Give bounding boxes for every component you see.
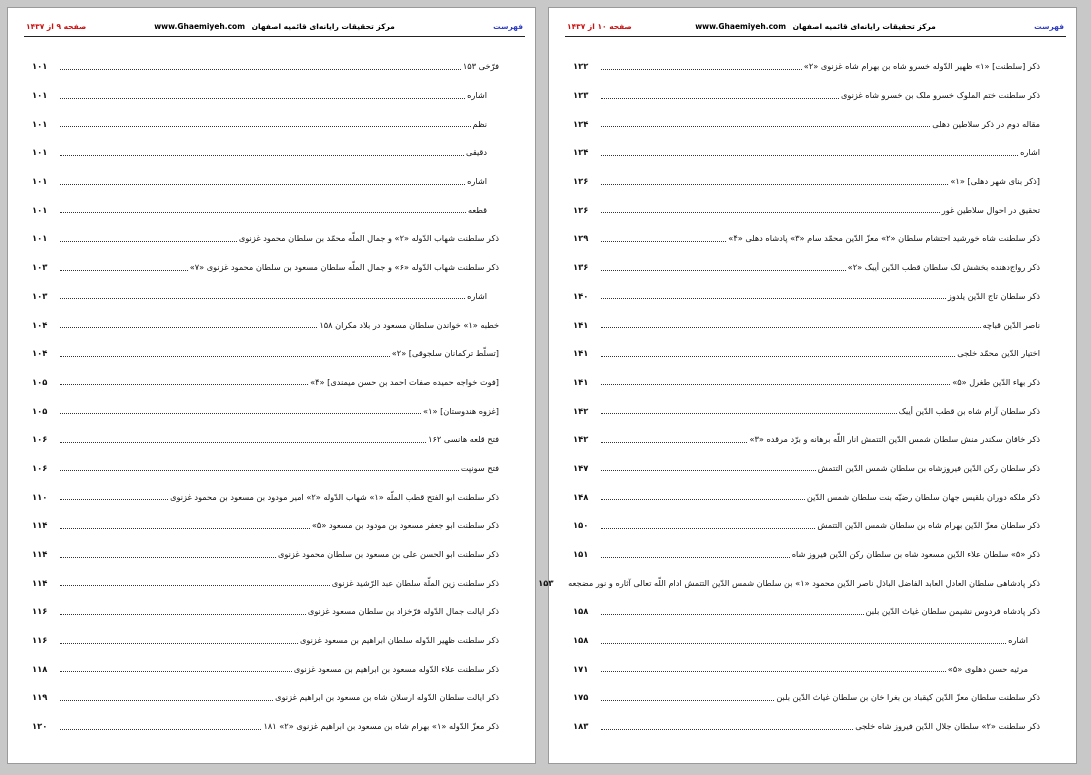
toc-entry[interactable] bbox=[32, 138, 499, 167]
toc-entry[interactable] bbox=[32, 654, 499, 683]
header-center-title: مرکز تحقیقات رایانه‌ای قائمیه اصفهان bbox=[251, 22, 395, 31]
dot-leader bbox=[60, 470, 459, 471]
toc-entry-title: ذکر پادشاهی سلطان العادل العابد الفاضل الباذل ناصر الدّین محمود «۱» بن سلطان شمس الدّین التتمش ادام اللّه تعالی آثاره و نور مضجعه bbox=[568, 577, 1040, 588]
dot-leader bbox=[601, 729, 853, 730]
toc-entry[interactable] bbox=[32, 454, 499, 483]
header-center-title: مرکز تحقیقات رایانه‌ای قائمیه اصفهان bbox=[792, 22, 936, 31]
toc-entry-title: اشاره bbox=[1008, 635, 1028, 646]
toc-entry-title: ذکر معزّ الدّوله «۱» بهرام شاه بن مسعود بن ابراهیم غزنوی «۲» ۱۸۱ bbox=[263, 721, 499, 732]
dot-leader bbox=[601, 671, 946, 672]
toc-entry-title: ذکر سلطان معزّ الدّین بهرام شاه بن سلطان شمس الدّین التتمش bbox=[817, 520, 1040, 531]
toc-entry-title: ذکر [سلطنت] «۱» ظهیر الدّوله خسرو شاه بن بهرام شاه غزنوی «۲» bbox=[803, 61, 1040, 72]
dot-leader bbox=[601, 98, 839, 99]
toc-entry[interactable] bbox=[32, 224, 499, 253]
toc-entry-title: اشاره bbox=[467, 176, 487, 187]
dot-leader bbox=[601, 413, 897, 414]
dot-leader bbox=[601, 470, 816, 471]
dot-leader bbox=[601, 241, 726, 242]
header-page-number: صفحه ۱۰ از ۱۴۳۷ bbox=[567, 22, 632, 31]
header-toc-label: فهرست bbox=[493, 22, 523, 31]
toc-entry-title: ذکر سلطنت علاء الدّوله مسعود بن ابراهیم بن مسعود غزنوی bbox=[293, 663, 499, 674]
toc-entry-page: ۱۰۵ bbox=[32, 376, 48, 387]
toc-entry-page: ۱۵۸ bbox=[573, 606, 589, 617]
toc-entry-title: اشاره bbox=[1020, 147, 1040, 158]
dot-leader bbox=[60, 212, 466, 213]
toc-entry-title: ذکر بهاء الدّین طغرل «۵» bbox=[952, 376, 1040, 387]
toc-entry[interactable] bbox=[573, 454, 1040, 483]
toc-entry-title: ذکر سلطنت «۲» سلطان جلال الدّین فیروز شاه خلجی bbox=[855, 721, 1040, 732]
toc-entry-title: ذکر سلطنت سلطان معزّ الدّین کیقباد بن بغرا خان بن سلطان غیاث الدّین بلبن bbox=[776, 692, 1040, 703]
toc-entry-page: ۱۰۳ bbox=[32, 262, 48, 273]
toc-entry[interactable] bbox=[573, 52, 1040, 81]
dot-leader bbox=[60, 126, 471, 127]
dot-leader bbox=[601, 69, 802, 70]
toc-list bbox=[32, 52, 499, 741]
toc-entry[interactable] bbox=[32, 167, 499, 196]
toc-entry-page: ۱۷۵ bbox=[573, 692, 589, 703]
toc-entry-title: ذکر سلطنت ابو الفتح قطب الملّه «۱» شهاب الدّوله «۲» امیر مودود بن مسعود بن محمود غزنوی bbox=[170, 491, 499, 502]
toc-entry-title: ذکر سلطنت شهاب الدّوله «۲» و جمال الملّه محمّد بن سلطان محمود غزنوی bbox=[238, 233, 499, 244]
toc-entry[interactable] bbox=[32, 52, 499, 81]
toc-entry-title: ذکر سلطنت شهاب الدّوله «۶» و جمال الملّه سلطان مسعود بن سلطان محمود غزنوی «۷» bbox=[189, 262, 499, 273]
dot-leader bbox=[601, 126, 930, 127]
dot-leader bbox=[60, 98, 465, 99]
toc-entry-page: ۱۱۴ bbox=[32, 549, 48, 560]
toc-entry-page: ۱۳۶ bbox=[573, 262, 589, 273]
toc-entry-title: اشاره bbox=[467, 90, 487, 101]
dot-leader bbox=[60, 413, 421, 414]
toc-entry[interactable] bbox=[32, 253, 499, 282]
toc-entry[interactable] bbox=[573, 626, 1040, 655]
toc-entry-title: ذکر سلطنت شاه خورشید احتشام سلطان «۲» معزّ الدّین محمّد سام «۳» پادشاه دهلی «۴» bbox=[728, 233, 1040, 244]
dot-leader bbox=[60, 614, 306, 615]
toc-entry[interactable] bbox=[32, 597, 499, 626]
dot-leader bbox=[60, 327, 317, 328]
toc-entry[interactable] bbox=[32, 540, 499, 569]
toc-entry[interactable] bbox=[538, 568, 1040, 597]
toc-entry-page: ۱۱۹ bbox=[32, 692, 48, 703]
toc-entry-title: ذکر سلطان تاج الدّین یلدوز bbox=[947, 290, 1040, 301]
toc-entry-title: خطبه «۱» خواندن سلطان مسعود در بلاد مکران ۱۵۸ bbox=[319, 319, 499, 330]
dot-leader bbox=[601, 700, 774, 701]
toc-entry-title: اختیار الدّین محمّد خلجی bbox=[957, 348, 1040, 359]
toc-entry-page: ۱۰۵ bbox=[32, 405, 48, 416]
toc-entry[interactable] bbox=[32, 81, 499, 110]
toc-entry[interactable] bbox=[573, 138, 1040, 167]
dot-leader bbox=[601, 212, 940, 213]
toc-list bbox=[538, 52, 1040, 741]
dot-leader bbox=[601, 356, 955, 357]
toc-entry[interactable] bbox=[573, 253, 1040, 282]
document-page-left bbox=[7, 7, 536, 764]
toc-entry[interactable] bbox=[573, 425, 1040, 454]
header-site-url: www.Ghaemiyeh.com bbox=[695, 22, 787, 31]
toc-entry-page: ۱۴۲ bbox=[573, 434, 589, 445]
toc-entry[interactable] bbox=[32, 109, 499, 138]
toc-entry-page: ۱۱۴ bbox=[32, 577, 48, 588]
toc-entry[interactable] bbox=[32, 683, 499, 712]
toc-entry-title: مقاله دوم در ذکر سلاطین دهلی bbox=[932, 118, 1040, 129]
toc-entry-title: ذکر ایالت جمال الدّوله فرّخزاد بن سلطان مسعود غزنوی bbox=[307, 606, 499, 617]
toc-entry-page: ۱۴۸ bbox=[573, 491, 589, 502]
toc-entry-page: ۱۱۶ bbox=[32, 606, 48, 617]
toc-entry-page: ۱۲۳ bbox=[573, 90, 589, 101]
dot-leader bbox=[60, 585, 330, 586]
toc-entry-title: قطعه bbox=[468, 204, 487, 215]
dot-leader bbox=[601, 184, 948, 185]
toc-entry[interactable] bbox=[573, 282, 1040, 311]
toc-entry-title: دقیقی bbox=[466, 147, 487, 158]
toc-entry[interactable] bbox=[573, 597, 1040, 626]
toc-entry[interactable] bbox=[32, 482, 499, 511]
dot-leader bbox=[60, 241, 237, 242]
toc-entry-title: فتح قلعه هانسی ۱۶۲ bbox=[428, 434, 499, 445]
toc-entry-title: [فوت خواجه حمیده صفات احمد بن حسن میمندی] «۴» bbox=[310, 376, 499, 387]
dot-leader bbox=[60, 729, 261, 730]
toc-entry-page: ۱۰۱ bbox=[32, 90, 48, 101]
toc-entry-page: ۱۱۸ bbox=[32, 663, 48, 674]
dot-leader bbox=[601, 442, 747, 443]
dot-leader bbox=[601, 155, 1018, 156]
dot-leader bbox=[60, 671, 292, 672]
toc-entry-page: ۱۰۶ bbox=[32, 462, 48, 473]
toc-entry-page: ۱۷۱ bbox=[573, 663, 589, 674]
toc-entry-page: ۱۰۳ bbox=[32, 290, 48, 301]
page-header bbox=[565, 18, 1066, 37]
toc-entry[interactable] bbox=[32, 282, 499, 311]
toc-entry-title: ذکر سلطان رکن الدّین فیروزشاه بن سلطان شمس الدّین التتمش bbox=[817, 462, 1040, 473]
toc-entry[interactable] bbox=[573, 683, 1040, 712]
toc-entry-page: ۱۰۱ bbox=[32, 61, 48, 72]
toc-entry-page: ۱۰۱ bbox=[32, 118, 48, 129]
dot-leader bbox=[601, 327, 981, 328]
dot-leader bbox=[60, 643, 298, 644]
toc-entry[interactable] bbox=[32, 396, 499, 425]
header-site-url: www.Ghaemiyeh.com bbox=[154, 22, 246, 31]
toc-entry[interactable] bbox=[573, 654, 1040, 683]
toc-entry-title: نظم bbox=[472, 118, 487, 129]
dot-leader bbox=[60, 155, 464, 156]
toc-entry[interactable] bbox=[32, 568, 499, 597]
dot-leader bbox=[60, 557, 276, 558]
header-toc-label: فهرست bbox=[1034, 22, 1064, 31]
dot-leader bbox=[60, 499, 168, 500]
header-center bbox=[565, 22, 1066, 31]
toc-entry[interactable] bbox=[573, 396, 1040, 425]
toc-entry-title: ذکر سلطنت ختم الملوک خسرو ملک بن خسرو شاه غزنوی bbox=[840, 90, 1040, 101]
dot-leader bbox=[601, 384, 950, 385]
header-center bbox=[24, 22, 525, 31]
toc-entry-page: ۱۱۰ bbox=[32, 491, 48, 502]
page-header bbox=[24, 18, 525, 37]
toc-entry-title: مرثیه حسن دهلوی «۵» bbox=[947, 663, 1028, 674]
dot-leader bbox=[601, 270, 846, 271]
dot-leader bbox=[601, 528, 815, 529]
toc-entry-page: ۱۲۹ bbox=[573, 233, 589, 244]
toc-entry-page: ۱۰۱ bbox=[32, 176, 48, 187]
dot-leader bbox=[601, 643, 1006, 644]
toc-entry-title: ذکر سلطنت زین الملّة سلطان عبد الرّشید غزنوی bbox=[331, 577, 499, 588]
toc-entry-page: ۱۵۸ bbox=[573, 635, 589, 646]
toc-entry-title: ذکر سلطنت ظهیر الدّوله سلطان ابراهیم بن مسعود غزنوی bbox=[300, 635, 499, 646]
toc-entry-page: ۱۲۶ bbox=[573, 176, 589, 187]
toc-entry-page: ۱۰۶ bbox=[32, 434, 48, 445]
dot-leader bbox=[601, 557, 790, 558]
toc-entry-page: ۱۲۴ bbox=[573, 147, 589, 158]
toc-entry-title: فتح سونپت bbox=[460, 462, 499, 473]
toc-entry-page: ۱۴۷ bbox=[573, 462, 589, 473]
toc-entry[interactable] bbox=[573, 109, 1040, 138]
toc-entry-page: ۱۱۴ bbox=[32, 520, 48, 531]
toc-entry-page: ۱۰۱ bbox=[32, 233, 48, 244]
toc-entry-page: ۱۴۱ bbox=[573, 319, 589, 330]
toc-entry-page: ۱۴۱ bbox=[573, 348, 589, 359]
dot-leader bbox=[60, 356, 390, 357]
dot-leader bbox=[601, 614, 864, 615]
toc-entry-title: ذکر خاقان سکندر منش سلطان شمس الدّین التتمش انار اللّه برهانه و برّد مرقده «۳» bbox=[749, 434, 1040, 445]
toc-entry-title: ناصر الدّین قباچه bbox=[982, 319, 1040, 330]
dot-leader bbox=[60, 184, 465, 185]
document-page-right bbox=[538, 7, 1077, 764]
toc-entry-page: ۱۲۲ bbox=[573, 61, 589, 72]
toc-entry[interactable] bbox=[32, 626, 499, 655]
toc-entry[interactable] bbox=[32, 310, 499, 339]
toc-entry-page: ۱۴۱ bbox=[573, 376, 589, 387]
toc-entry-title: ذکر سلطان آرام شاه بن قطب الدّین أیبک bbox=[898, 405, 1040, 416]
toc-entry-page: ۱۱۶ bbox=[32, 635, 48, 646]
toc-entry-page: ۱۵۱ bbox=[573, 549, 589, 560]
toc-entry[interactable] bbox=[573, 310, 1040, 339]
toc-entry[interactable] bbox=[573, 368, 1040, 397]
toc-entry[interactable] bbox=[573, 712, 1040, 741]
toc-entry[interactable] bbox=[573, 511, 1040, 540]
toc-entry-page: ۱۸۳ bbox=[573, 721, 589, 732]
toc-entry-page: ۱۲۶ bbox=[573, 204, 589, 215]
toc-entry-page: ۱۰۴ bbox=[32, 348, 48, 359]
dot-leader bbox=[60, 700, 273, 701]
toc-entry-title: اشاره bbox=[467, 290, 487, 301]
toc-entry-title: ذکر سلطنت ابو الحسن علی بن مسعود بن سلطان محمود غزنوی bbox=[277, 549, 499, 560]
toc-entry-page: ۱۰۴ bbox=[32, 319, 48, 330]
toc-entry-page: ۱۰۱ bbox=[32, 204, 48, 215]
toc-entry-page: ۱۵۰ bbox=[573, 520, 589, 531]
toc-entry[interactable] bbox=[573, 339, 1040, 368]
dot-leader bbox=[60, 270, 188, 271]
header-page-number: صفحه ۹ از ۱۴۳۷ bbox=[26, 22, 87, 31]
toc-entry-title: ذکر «۵» سلطان علاء الدّین مسعود شاه بن سلطان رکن الدّین فیروز شاه bbox=[791, 549, 1040, 560]
toc-entry-title: فرّخی ۱۵۳ bbox=[462, 61, 499, 72]
dot-leader bbox=[601, 298, 946, 299]
toc-entry[interactable] bbox=[32, 368, 499, 397]
toc-entry[interactable] bbox=[573, 482, 1040, 511]
toc-entry[interactable] bbox=[573, 195, 1040, 224]
toc-entry-title: ذکر رواج‌دهنده بخشش لک سلطان قطب الدّین أیبک «۲» bbox=[847, 262, 1040, 273]
toc-entry-page: ۱۴۲ bbox=[573, 405, 589, 416]
toc-entry[interactable] bbox=[573, 81, 1040, 110]
toc-entry-title: ذکر پادشاه فردوس نشیمن سلطان غیاث الدّین بلبن bbox=[865, 606, 1040, 617]
toc-entry-page: ۱۰۱ bbox=[32, 147, 48, 158]
toc-entry[interactable] bbox=[32, 425, 499, 454]
toc-entry[interactable] bbox=[573, 167, 1040, 196]
toc-entry[interactable] bbox=[32, 339, 499, 368]
toc-entry[interactable] bbox=[32, 195, 499, 224]
dot-leader bbox=[601, 499, 805, 500]
toc-entry[interactable] bbox=[573, 540, 1040, 569]
toc-entry-title: [ذکر بنای شهر دهلی] «۱» bbox=[950, 176, 1040, 187]
toc-entry[interactable] bbox=[32, 511, 499, 540]
toc-entry-title: ذکر ایالت سلطان الدّوله ارسلان شاه بن مسعود بن ابراهیم غزنوی bbox=[275, 692, 499, 703]
toc-entry-title: تحقیق در احوال سلاطین غور bbox=[941, 204, 1040, 215]
toc-entry-title: ذکر ملکه دوران بلقیس جهان سلطان رضیّه بنت سلطان شمس الدّین bbox=[806, 491, 1040, 502]
dot-leader bbox=[60, 528, 310, 529]
toc-entry[interactable] bbox=[573, 224, 1040, 253]
toc-entry[interactable] bbox=[32, 712, 499, 741]
toc-entry-title: ذکر سلطنت ابو جعفر مسعود بن مودود بن مسعود «۵» bbox=[311, 520, 499, 531]
toc-entry-page: ۱۲۰ bbox=[32, 721, 48, 732]
dot-leader bbox=[60, 69, 461, 70]
toc-entry-title: [تسلّط ترکمانان سلجوقی] «۲» bbox=[391, 348, 499, 359]
toc-entry-page: ۱۴۰ bbox=[573, 290, 589, 301]
toc-entry-page: ۱۲۴ bbox=[573, 118, 589, 129]
dot-leader bbox=[60, 384, 308, 385]
toc-entry-title: [غزوه هندوستان] «۱» bbox=[423, 405, 499, 416]
dot-leader bbox=[60, 442, 426, 443]
dot-leader bbox=[60, 298, 465, 299]
toc-entry-page: ۱۵۳ bbox=[538, 577, 554, 588]
